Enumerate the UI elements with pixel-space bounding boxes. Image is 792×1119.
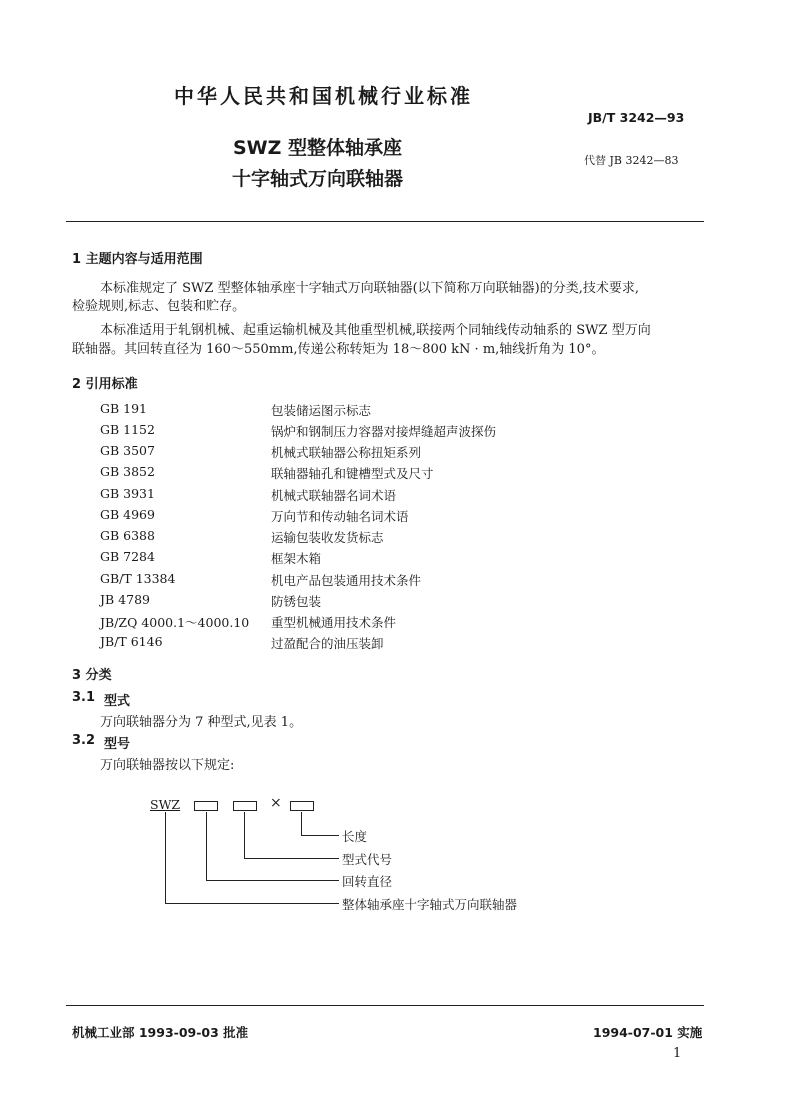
ref-code: JB 4789 bbox=[100, 592, 150, 607]
ref-code: GB 191 bbox=[100, 401, 148, 416]
implementation-date: 1994-07-01 实施 bbox=[593, 1025, 703, 1040]
leader-type-horizontal bbox=[244, 858, 339, 859]
ref-title: 锅炉和钢制压力容器对接焊缝超声波探伤 bbox=[271, 424, 497, 439]
section-3-1-text: 万向联轴器分为 7 种型式,见表 1。 bbox=[100, 715, 303, 730]
header-divider bbox=[66, 221, 704, 222]
ref-code: GB 3852 bbox=[100, 464, 155, 479]
ref-title: 重型机械通用技术条件 bbox=[271, 615, 397, 630]
section-3-2-number: 3.2 bbox=[72, 733, 96, 748]
model-prefix: SWZ bbox=[150, 797, 181, 812]
ref-code: GB 3931 bbox=[100, 486, 155, 501]
ref-code: GB 3507 bbox=[100, 443, 155, 458]
section-3-2-text: 万向联轴器按以下规定: bbox=[100, 758, 235, 773]
ref-title: 防锈包装 bbox=[271, 594, 322, 609]
section-2-heading: 2 引用标准 bbox=[72, 377, 138, 392]
section-3-1-title: 型式 bbox=[104, 694, 131, 709]
section-1-para1-line2: 检验规则,标志、包装和贮存。 bbox=[72, 299, 246, 314]
ref-code: JB/ZQ 4000.1～4000.10 bbox=[100, 615, 250, 630]
ref-title: 过盈配合的油压装卸 bbox=[271, 636, 384, 651]
section-3-2-title: 型号 bbox=[104, 737, 131, 752]
leader-length-vertical bbox=[301, 812, 302, 836]
label-length: 长度 bbox=[342, 829, 368, 844]
org-title: 中华人民共和国机械行业标准 bbox=[174, 84, 473, 108]
type-code-box bbox=[233, 801, 257, 811]
section-1-heading: 1 主题内容与适用范围 bbox=[72, 252, 203, 267]
ref-code: JB/T 6146 bbox=[100, 634, 163, 649]
leader-type-vertical bbox=[244, 812, 245, 859]
section-1-para2-line1: 本标准适用于轧钢机械、起重运输机械及其他重型机械,联接两个同轴线传动轴系的 SWZ 型万向 bbox=[100, 323, 651, 338]
ref-title: 联轴器轴孔和键槽型式及尺寸 bbox=[271, 466, 434, 481]
ref-title: 机电产品包装通用技术条件 bbox=[271, 573, 422, 588]
ref-code: GB 1152 bbox=[100, 422, 155, 437]
ref-title: 机械式联轴器名词术语 bbox=[271, 488, 397, 503]
section-3-1-number: 3.1 bbox=[72, 690, 96, 705]
label-coupling-name: 整体轴承座十字轴式万向联轴器 bbox=[342, 897, 518, 912]
leader-prefix-horizontal bbox=[165, 903, 339, 904]
leader-length-horizontal bbox=[301, 835, 339, 836]
leader-diameter-horizontal bbox=[206, 880, 339, 881]
section-3-heading: 3 分类 bbox=[72, 668, 112, 683]
ref-code: GB 7284 bbox=[100, 549, 155, 564]
footer-divider bbox=[66, 1005, 704, 1006]
document-title-line1: SWZ 型整体轴承座 bbox=[233, 137, 403, 159]
page-number: 1 bbox=[673, 1046, 682, 1061]
diameter-code-box bbox=[194, 801, 218, 811]
section-1-para2-line2: 联轴器。其回转直径为 160～550mm,传递公称转矩为 18～800 kN · m,轴线折角为 10°。 bbox=[72, 342, 605, 357]
label-type-code: 型式代号 bbox=[342, 852, 393, 867]
ref-title: 包装储运图示标志 bbox=[271, 403, 372, 418]
approval-note: 机械工业部 1993-09-03 批准 bbox=[72, 1025, 249, 1040]
ref-title: 框架木箱 bbox=[271, 551, 322, 566]
section-1-para1-line1: 本标准规定了 SWZ 型整体轴承座十字轴式万向联轴器(以下简称万向联轴器)的分类,技术要求, bbox=[100, 281, 639, 296]
ref-code: GB 6388 bbox=[100, 528, 155, 543]
ref-code: GB/T 13384 bbox=[100, 571, 176, 586]
leader-prefix-vertical bbox=[165, 812, 166, 904]
document-title-line2: 十字轴式万向联轴器 bbox=[232, 168, 404, 190]
length-code-box bbox=[290, 801, 314, 811]
label-rotation-diameter: 回转直径 bbox=[342, 874, 393, 889]
ref-title: 运输包装收发货标志 bbox=[271, 530, 384, 545]
standard-number: JB/T 3242—93 bbox=[588, 110, 685, 125]
ref-title: 万向节和传动轴名词术语 bbox=[271, 509, 409, 524]
ref-title: 机械式联轴器公称扭矩系列 bbox=[271, 445, 422, 460]
times-sign: × bbox=[270, 795, 282, 811]
leader-diameter-vertical bbox=[206, 812, 207, 881]
replaces-note: 代替 JB 3242—83 bbox=[584, 154, 679, 167]
ref-code: GB 4969 bbox=[100, 507, 155, 522]
